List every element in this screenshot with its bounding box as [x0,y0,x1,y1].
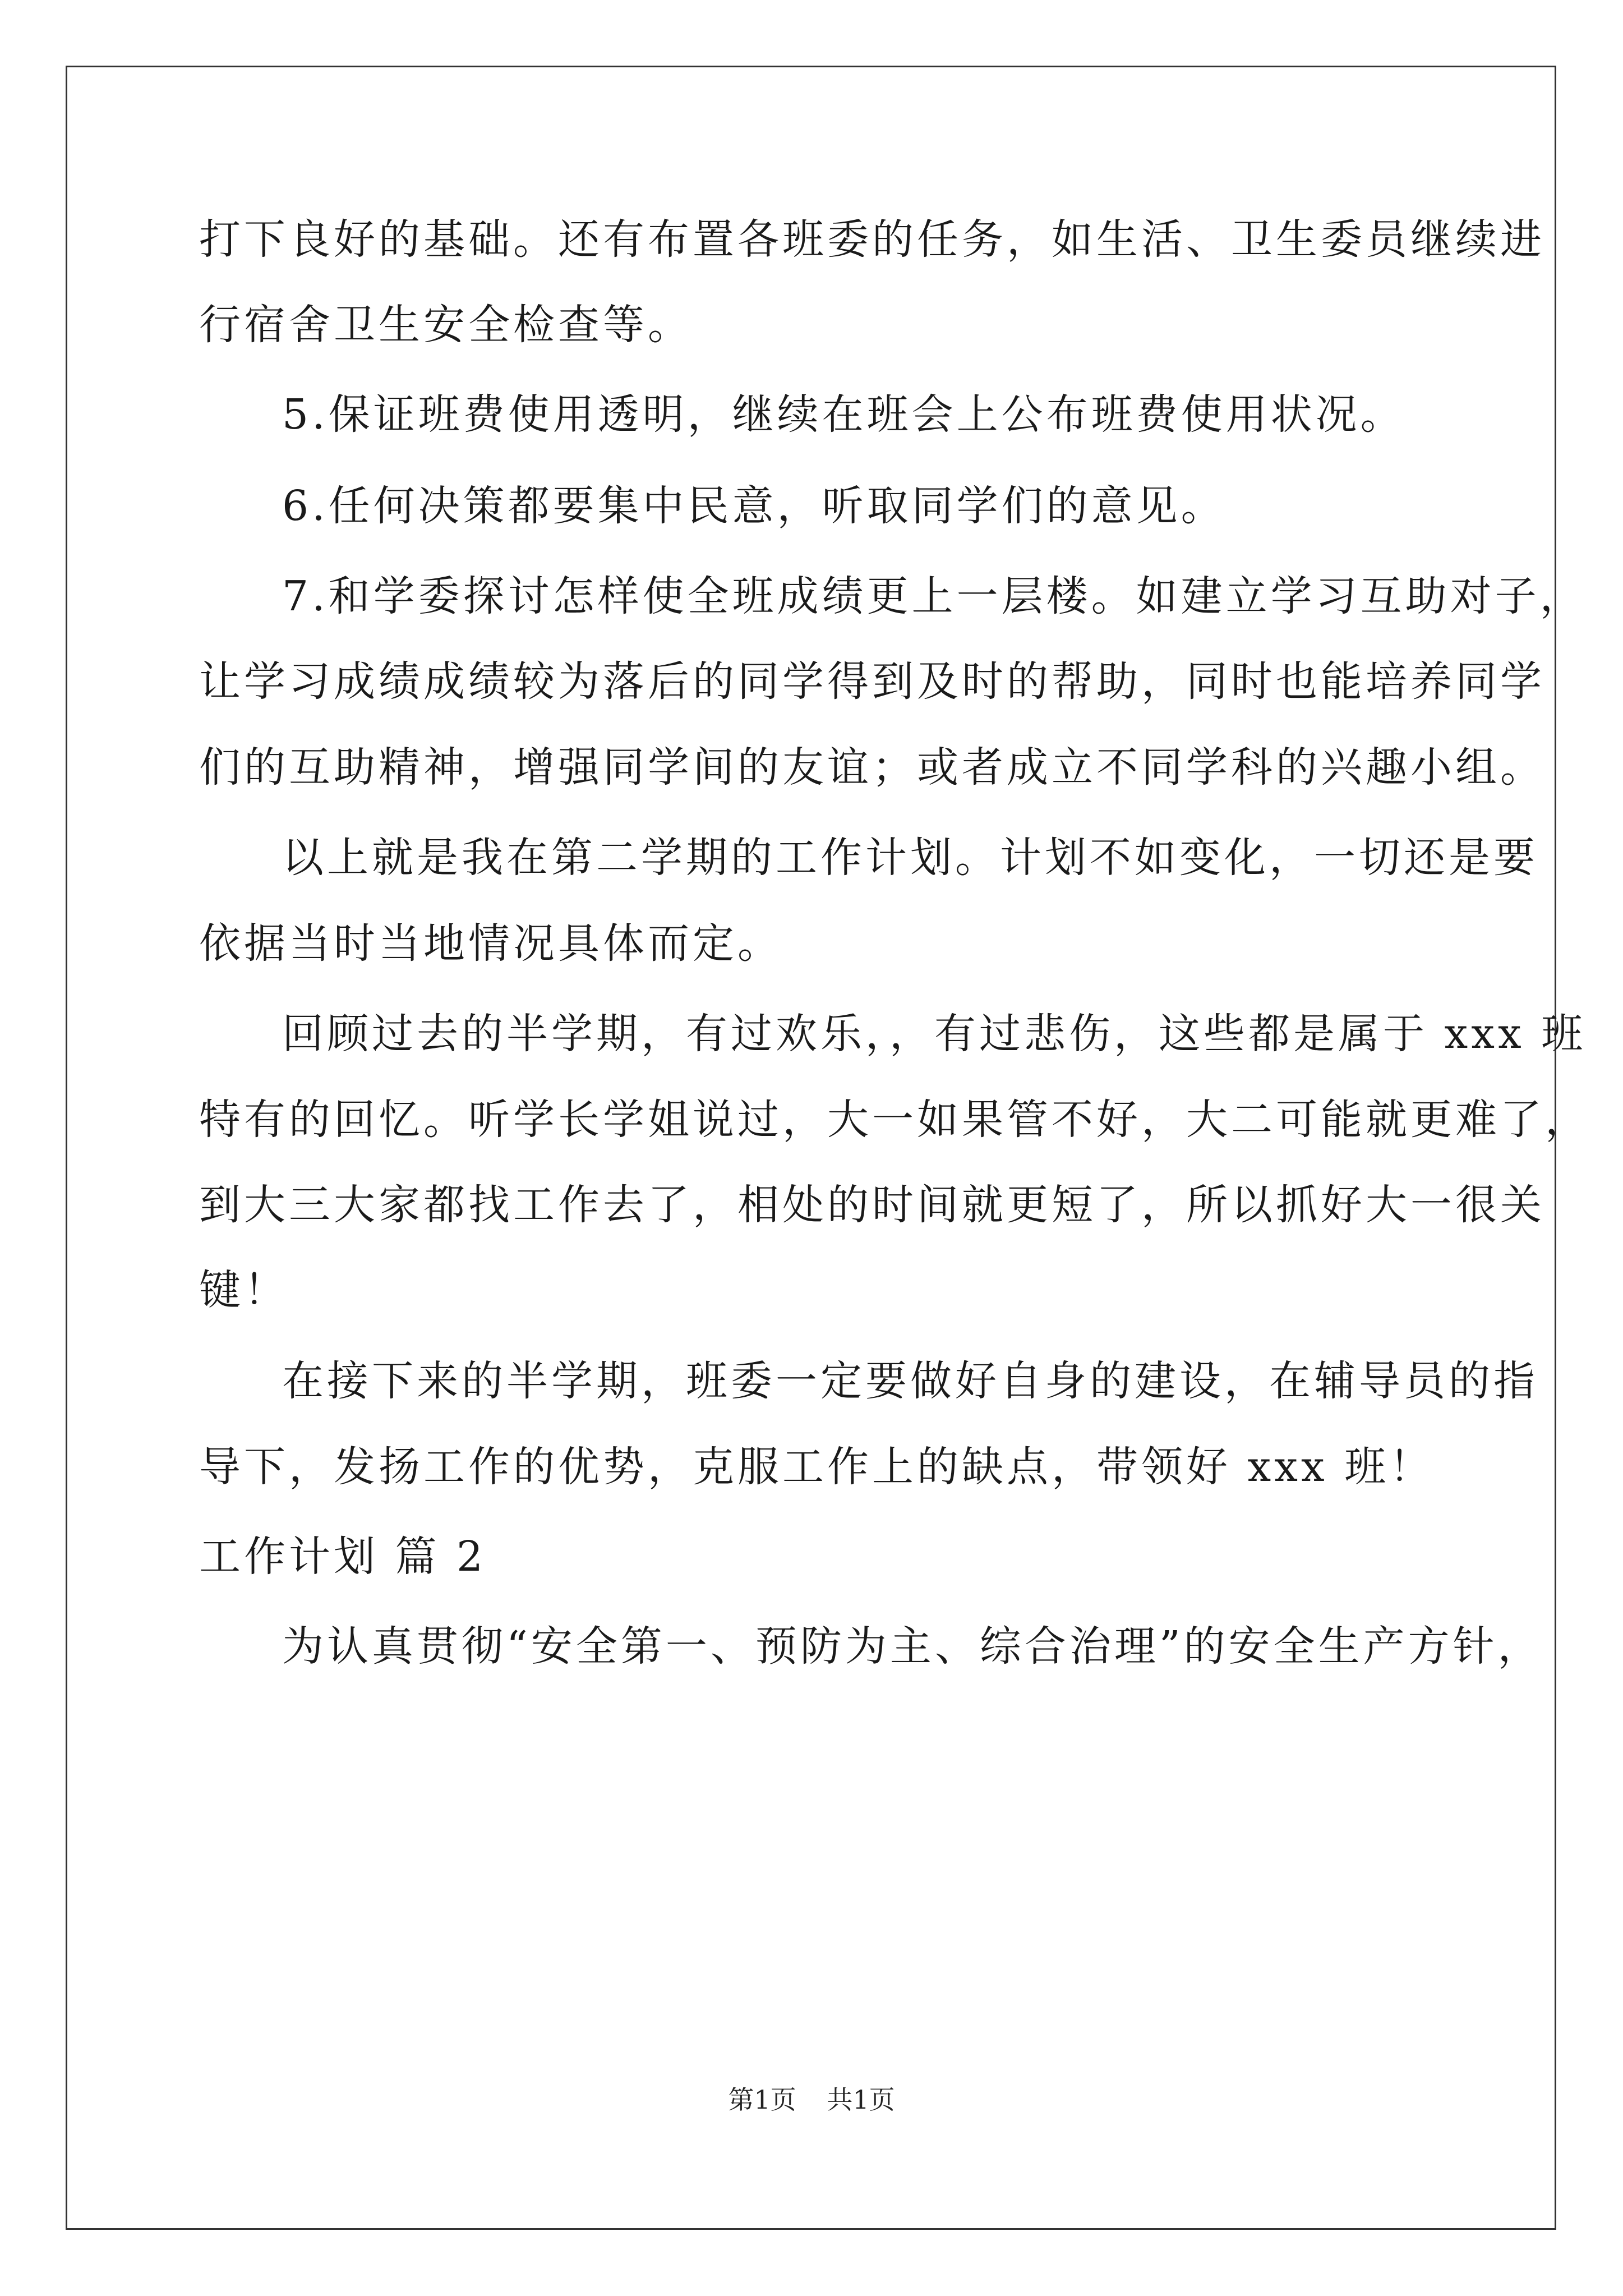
page-footer [0,2087,1623,2113]
text-line: 特有的回忆。听学长学姐说过，大一如果管不好，大二可能就更难了， [199,1096,1590,1144]
section-heading: 工作计划 篇 2 [199,1533,487,1581]
list-item-5: 5.保证班费使用透明，继续在班会上公布班费使用状况。 [282,390,1405,439]
text-line: 导下，发扬工作的优势，克服工作上的缺点，带领好 xxx 班！ [199,1443,1435,1491]
paragraph-start: 回顾过去的半学期，有过欢乐，，有过悲伤，这些都是属于 xxx 班 [282,1010,1587,1058]
text-line: 打下良好的基础。还有布置各班委的任务，如生活、卫生委员继续进 [199,215,1545,264]
text-line: 到大三大家都找工作去了，相处的时间就更短了，所以抓好大一很关 [199,1181,1545,1229]
text-line: 行宿舍卫生安全检查等。 [199,301,693,349]
paragraph-start: 为认真贯彻“安全第一、预防为主、综合治理”的安全生产方针， [282,1622,1543,1671]
text-line: 让学习成绩成绩较为落后的同学得到及时的帮助，同时也能培养同学 [199,657,1545,706]
text-line: 们的互助精神，增强同学间的友谊；或者成立不同学科的兴趣小组。 [199,743,1545,792]
list-item-7: 7.和学委探讨怎样使全班成绩更上一层楼。如建立学习互助对子， [282,572,1585,620]
page-number: 第1页 [728,2085,796,2115]
list-item-6: 6.任何决策都要集中民意，听取同学们的意见。 [282,482,1226,530]
paragraph-start: 以上就是我在第二学期的工作计划。计划不如变化，一切还是要 [282,834,1538,882]
page-total: 共1页 [827,2085,895,2115]
paragraph-start: 在接下来的半学期，班委一定要做好自身的建设，在辅导员的指 [282,1357,1538,1405]
text-line: 依据当时当地情况具体而定。 [199,919,782,968]
text-line: 键！ [199,1266,289,1314]
